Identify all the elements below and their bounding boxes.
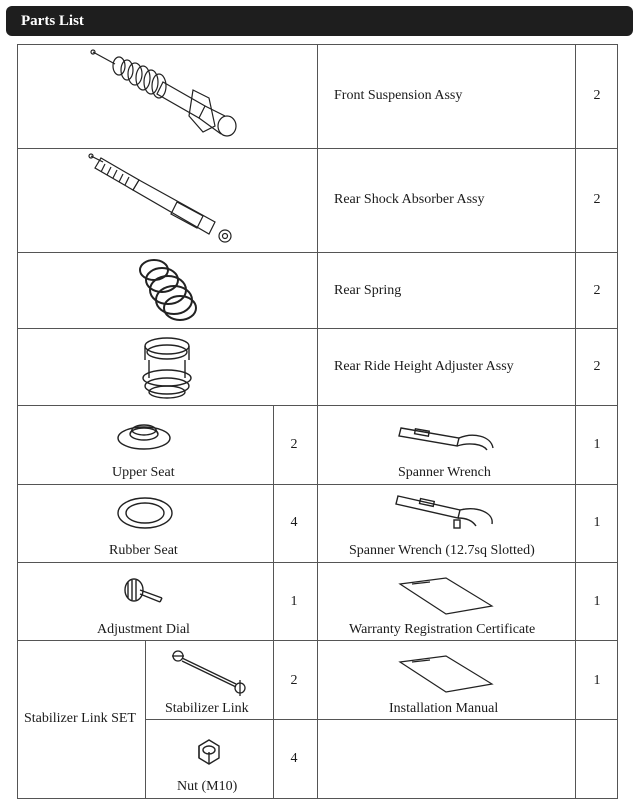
part-name: Nut (M10) (177, 779, 238, 794)
part-name: Front Suspension Assy (334, 88, 463, 103)
part-quantity: 1 (593, 673, 601, 688)
part-quantity: 1 (593, 515, 601, 530)
part-name: Upper Seat (112, 465, 175, 480)
rear-shock-absorber-illustration (85, 152, 245, 248)
table-border-left (17, 44, 18, 799)
part-name: Adjustment Dial (97, 622, 190, 637)
part-quantity: 2 (290, 673, 298, 688)
part-name: Spanner Wrench (398, 465, 491, 480)
part-quantity: 4 (290, 751, 298, 766)
installation-manual-illustration (398, 654, 494, 694)
adjustment-dial-illustration (122, 576, 166, 610)
part-name: Installation Manual (389, 701, 499, 716)
row-divider (145, 719, 618, 720)
part-name: Rear Ride Height Adjuster Assy (334, 359, 514, 374)
part-name: Rear Spring (334, 283, 402, 298)
part-name: Stabilizer Link (165, 701, 249, 716)
spanner-wrench-illustration (397, 418, 497, 454)
part-quantity: 1 (593, 594, 601, 609)
part-quantity: 1 (593, 437, 601, 452)
stabilizer-link-illustration (170, 648, 250, 698)
part-quantity: 2 (593, 192, 601, 207)
nut-illustration (193, 736, 225, 770)
rear-ride-height-adjuster-illustration (137, 334, 197, 400)
parts-list-title: Parts List (21, 13, 84, 29)
part-name: Spanner Wrench (12.7sq Slotted) (349, 543, 535, 558)
table-border-right (617, 44, 618, 799)
part-name: Stabilizer Link SET (24, 711, 136, 726)
part-name: Rubber Seat (109, 543, 178, 558)
part-quantity: 2 (593, 283, 601, 298)
part-name: Rear Shock Absorber Assy (334, 192, 485, 207)
rear-spring-illustration (128, 256, 206, 324)
part-quantity: 4 (290, 515, 298, 530)
spanner-wrench-slotted-illustration (394, 490, 498, 538)
part-quantity: 2 (593, 88, 601, 103)
column-divider (317, 44, 318, 799)
rubber-seat-illustration (116, 494, 174, 532)
front-suspension-illustration (85, 46, 245, 146)
warranty-certificate-illustration (398, 576, 494, 616)
part-quantity: 2 (290, 437, 298, 452)
part-quantity: 2 (593, 359, 601, 374)
column-divider (575, 44, 576, 799)
column-divider (145, 640, 146, 799)
upper-seat-illustration (116, 418, 172, 454)
part-quantity: 1 (290, 594, 298, 609)
part-name: Warranty Registration Certificate (349, 622, 536, 637)
